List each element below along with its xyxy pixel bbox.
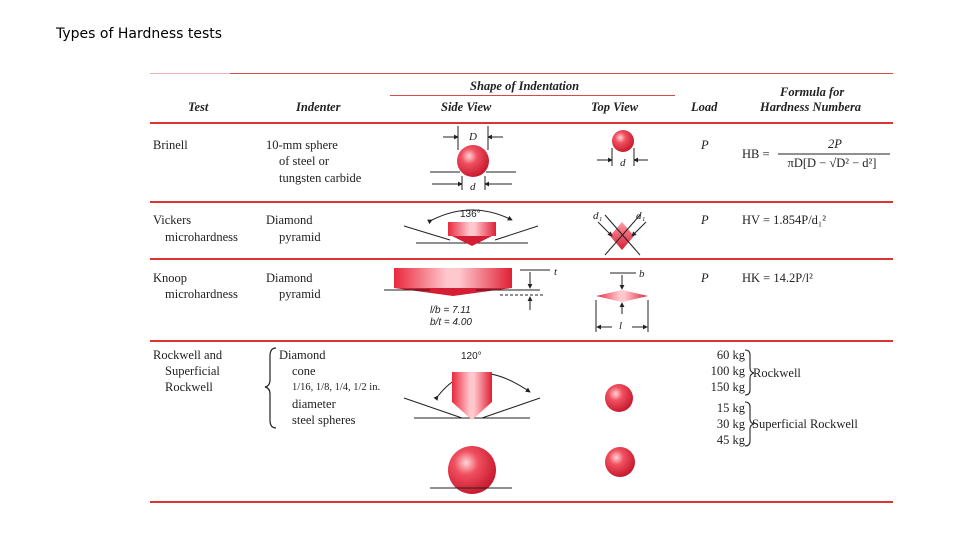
superficial-load-brace bbox=[745, 402, 754, 446]
superficial-load-30: 30 kg bbox=[716, 417, 745, 431]
brinell-formula-denominator: πD[D − √D² − d²] bbox=[787, 156, 877, 170]
knoop-indenter-line2: pyramid bbox=[279, 287, 321, 301]
knoop-test-line1: Knoop bbox=[153, 271, 188, 285]
brinell-top-view bbox=[597, 130, 648, 166]
vickers-test-line2: microhardness bbox=[165, 230, 238, 244]
rockwell-indenter-line1: Diamond bbox=[279, 348, 326, 362]
rockwell-scale-label: Rockwell bbox=[753, 366, 801, 380]
rockwell-side-view-ball bbox=[430, 446, 512, 494]
knoop-load: P bbox=[701, 271, 709, 285]
slide-title: Types of Hardness tests bbox=[56, 26, 223, 42]
knoop-ratio-2: b/t = 4.00 bbox=[430, 317, 472, 328]
rockwell-test-line2: Superficial bbox=[165, 364, 220, 378]
rockwell-angle-label: 120° bbox=[461, 351, 482, 362]
brinell-indenter-line1: 10-mm sphere bbox=[266, 138, 338, 152]
brinell-side-D-label: D bbox=[469, 131, 477, 143]
brinell-formula-numerator: 2P bbox=[828, 137, 842, 151]
brinell-sphere-icon bbox=[457, 145, 489, 177]
rockwell-test-line1: Rockwell and bbox=[153, 348, 223, 362]
superficial-load-15: 15 kg bbox=[716, 401, 745, 415]
rockwell-test-line3: Rockwell bbox=[165, 380, 213, 394]
rockwell-side-view-cone bbox=[404, 372, 540, 420]
knoop-indenter-line1: Diamond bbox=[266, 271, 313, 285]
rockwell-load-150: 150 kg bbox=[710, 380, 745, 394]
vickers-top-view bbox=[598, 215, 646, 255]
header-formula-line1: Formula for bbox=[780, 85, 845, 99]
brinell-side-view bbox=[430, 126, 516, 190]
brinell-test: Brinell bbox=[153, 138, 188, 152]
header-indenter: Indenter bbox=[296, 100, 341, 114]
header-shape-of-indentation: Shape of Indentation bbox=[470, 79, 580, 93]
rockwell-ball-icon bbox=[448, 446, 496, 494]
vickers-load: P bbox=[701, 213, 709, 227]
header-load: Load bbox=[691, 100, 718, 114]
header-formula-line2: Hardness Numbera bbox=[760, 100, 862, 114]
brinell-indenter-line3: tungsten carbide bbox=[279, 171, 362, 185]
rockwell-top-indent-cone-icon bbox=[605, 384, 633, 412]
vickers-top-d1-left: d₁ bbox=[593, 210, 603, 222]
vickers-formula: HV = 1.854P/d₁² bbox=[742, 213, 827, 227]
vickers-indenter-line2: pyramid bbox=[279, 230, 321, 244]
knoop-ratio-1: l/b = 7.11 bbox=[430, 305, 471, 316]
header-test: Test bbox=[188, 100, 209, 114]
rockwell-indenter-line4: diameter bbox=[292, 397, 336, 411]
vickers-indenter-line1: Diamond bbox=[266, 213, 313, 227]
brinell-formula-lhs: HB = bbox=[742, 147, 770, 161]
rockwell-load-100: 100 kg bbox=[710, 364, 745, 378]
rockwell-load-brace bbox=[745, 350, 754, 395]
vickers-angle-label: 136° bbox=[460, 209, 481, 220]
vickers-side-view bbox=[404, 210, 538, 246]
brinell-load: P bbox=[701, 138, 709, 152]
knoop-formula: HK = 14.2P/l² bbox=[742, 271, 813, 285]
rockwell-indenter-line2: cone bbox=[292, 364, 316, 378]
knoop-side-view bbox=[384, 268, 550, 310]
brinell-top-d-label: d bbox=[620, 157, 626, 169]
header-side-view: Side View bbox=[441, 100, 492, 114]
brinell-side-d-label: d bbox=[470, 181, 476, 193]
rockwell-indenter-brace bbox=[265, 348, 276, 428]
rockwell-indenter-line3: 1/16, 1/8, 1/4, 1/2 in. bbox=[292, 382, 381, 393]
vickers-test-line1: Vickers bbox=[153, 213, 192, 227]
header-top-view: Top View bbox=[591, 100, 639, 114]
rockwell-top-indent-ball-icon bbox=[605, 447, 635, 477]
knoop-side-t-label: t bbox=[554, 266, 558, 278]
knoop-test-line2: microhardness bbox=[165, 287, 238, 301]
brinell-indenter-line2: of steel or bbox=[279, 154, 329, 168]
superficial-load-45: 45 kg bbox=[716, 433, 745, 447]
rockwell-load-60: 60 kg bbox=[716, 348, 745, 362]
knoop-top-b-label: b bbox=[639, 268, 645, 280]
superficial-scale-label: Superficial Rockwell bbox=[752, 417, 858, 431]
rockwell-indenter-line5: steel spheres bbox=[292, 413, 356, 427]
knoop-top-l-label: l bbox=[619, 320, 623, 332]
knoop-top-view bbox=[596, 273, 648, 332]
brinell-top-indent-icon bbox=[612, 130, 634, 152]
vickers-top-d1-right: d₁ bbox=[636, 210, 646, 222]
